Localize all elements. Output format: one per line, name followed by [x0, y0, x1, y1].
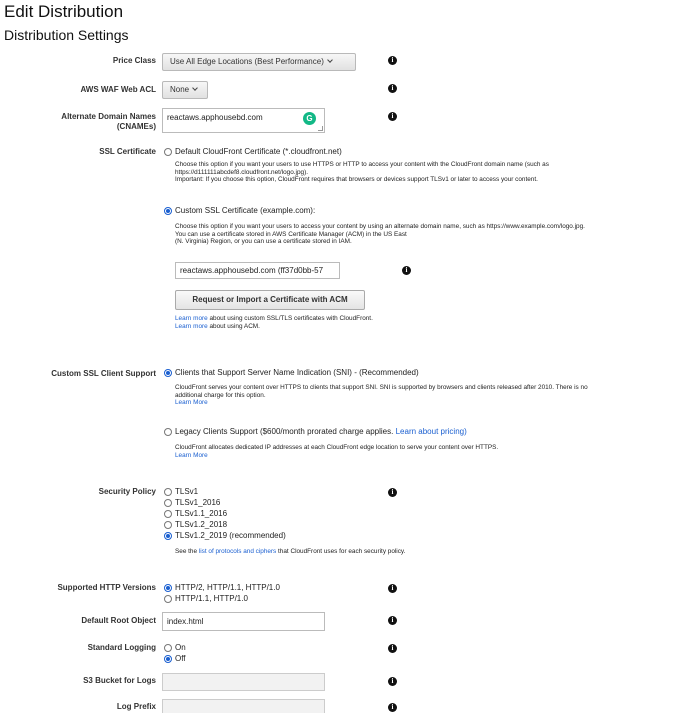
logging-off-label[interactable]: Off [175, 654, 186, 663]
info-icon[interactable]: i [388, 112, 397, 121]
ssl-default-radio[interactable] [164, 148, 172, 156]
cnames-value: reactaws.apphousebd.com [167, 113, 263, 122]
security-policy-note [175, 548, 575, 556]
ssl-custom-radio[interactable] [164, 207, 172, 215]
tlsv1-1-2016-radio[interactable] [164, 510, 172, 518]
sni-label[interactable]: Clients that Support Server Name Indication (SNI) - (Recommended) [175, 368, 419, 377]
ssl-default-label[interactable]: Default CloudFront Certificate (*.cloudfront.net) [175, 147, 342, 156]
waf-value: None [170, 85, 190, 94]
chevron-down-icon [192, 85, 198, 91]
certificate-value: reactaws.apphousebd.com (ff37d0bb-57 [180, 266, 324, 275]
ssl-custom-desc-line3: (N. Virginia) Region, or you can use a certificate stored in IAM. [175, 238, 352, 246]
ssl-default-desc-line2: https://d111111abcdef8.cloudfront.net/logo.jpg). [175, 168, 308, 176]
cnames-label [0, 112, 156, 132]
root-object-input[interactable] [162, 612, 325, 631]
resize-handle-icon[interactable] [318, 126, 323, 131]
root-object-label: Default Root Object [81, 616, 156, 625]
http11-radio[interactable] [164, 595, 172, 603]
sni-radio[interactable] [164, 369, 172, 377]
learn-more-ssl-text: about using custom SSL/TLS certificates with CloudFront. [207, 315, 373, 322]
tlsv1-2016-label[interactable]: TLSv1_2016 [175, 498, 221, 507]
tlsv1-2016-radio[interactable] [164, 499, 172, 507]
client-support-label: Custom SSL Client Support [51, 369, 156, 378]
cnames-label-line1: Alternate Domain Names [61, 112, 156, 121]
legacy-clients-radio[interactable] [164, 428, 172, 436]
logging-off-radio[interactable] [164, 655, 172, 663]
learn-more-ssl-link[interactable]: Learn more [175, 315, 208, 322]
http-versions-label: Supported HTTP Versions [57, 583, 156, 592]
info-icon[interactable]: i [388, 56, 397, 65]
price-class-label: Price Class [112, 56, 156, 65]
price-class-select[interactable] [162, 53, 356, 71]
legacy-learn-more-link[interactable]: Learn More [175, 451, 208, 459]
security-policy-label: Security Policy [98, 487, 156, 496]
info-icon[interactable]: i [388, 703, 397, 712]
ssl-custom-description [175, 223, 675, 246]
info-icon[interactable]: i [388, 616, 397, 625]
legacy-desc-line1: CloudFront allocates dedicated IP addresses at each CloudFront edge location to serve your content over HTTPS. [175, 444, 499, 451]
sni-description [175, 384, 685, 407]
sni-learn-more-link[interactable]: Learn More [175, 399, 208, 407]
ssl-default-desc-line1: Choose this option if you want your users to use HTTPS or HTTP to access your content with the CloudFront domain name (such as [175, 161, 549, 168]
ssl-custom-label[interactable]: Custom SSL Certificate (example.com): [175, 206, 316, 215]
waf-select[interactable] [162, 81, 208, 99]
info-icon[interactable]: i [388, 677, 397, 686]
chevron-down-icon [327, 57, 333, 63]
legacy-clients-row [175, 427, 467, 437]
ssl-default-description [175, 161, 675, 184]
info-icon[interactable]: i [388, 84, 397, 93]
tlsv1-2-2019-radio[interactable] [164, 532, 172, 540]
ssl-custom-desc-line2: You can use a certificate stored in AWS Certificate Manager (ACM) in the US East [175, 230, 407, 238]
certificate-input[interactable] [175, 262, 340, 279]
info-icon[interactable]: i [388, 644, 397, 653]
grammarly-icon[interactable]: G [303, 112, 316, 125]
tlsv1-2-2018-label[interactable]: TLSv1.2_2018 [175, 520, 228, 529]
section-title: Distribution Settings [4, 27, 129, 43]
ssl-default-desc-line3: Important: If you choose this option, CloudFront requires that browsers or devices support TLSv1 or later to access your content. [175, 176, 538, 184]
info-icon[interactable]: i [388, 488, 397, 497]
s3-bucket-label: S3 Bucket for Logs [83, 676, 156, 685]
cnames-label-line2: (CNAMEs) [116, 122, 156, 131]
page-title: Edit Distribution [4, 2, 124, 21]
request-certificate-button[interactable]: Request or Import a Certificate with ACM [175, 290, 365, 310]
log-prefix-label: Log Prefix [116, 702, 156, 711]
http2-label[interactable]: HTTP/2, HTTP/1.1, HTTP/1.0 [175, 583, 280, 592]
sni-desc-line2: additional charge for this option. [175, 391, 266, 399]
info-icon[interactable]: i [388, 584, 397, 593]
price-class-value: Use All Edge Locations (Best Performance) [170, 57, 324, 66]
tlsv1-radio[interactable] [164, 488, 172, 496]
learn-more-acm-link[interactable]: Learn more [175, 322, 208, 330]
see-text-post: that CloudFront uses for each security policy. [276, 548, 406, 555]
learn-more-acm-text: about using ACM. [207, 322, 260, 330]
log-prefix-input[interactable] [162, 699, 325, 713]
logging-on-radio[interactable] [164, 644, 172, 652]
info-icon[interactable]: i [402, 266, 411, 275]
legacy-description [175, 444, 685, 459]
http2-radio[interactable] [164, 584, 172, 592]
logging-label: Standard Logging [87, 643, 156, 652]
tlsv1-2-2019-label[interactable]: TLSv1.2_2019 (recommended) [175, 531, 286, 540]
s3-bucket-input[interactable] [162, 673, 325, 691]
root-object-value: index.html [167, 617, 204, 626]
waf-label: AWS WAF Web ACL [80, 85, 156, 94]
legacy-clients-label[interactable]: Legacy Clients Support ($600/month prorated charge applies. [175, 427, 394, 436]
ssl-learn-more [175, 315, 575, 330]
pricing-link[interactable]: Learn about pricing) [395, 427, 467, 436]
tlsv1-2-2018-radio[interactable] [164, 521, 172, 529]
protocols-ciphers-link[interactable]: list of protocols and ciphers [198, 548, 277, 555]
http11-label[interactable]: HTTP/1.1, HTTP/1.0 [175, 594, 248, 603]
ssl-custom-desc-line1: Choose this option if you want your users to access your content by using an alternate domain name, such as https://www.example.com/logo.jpg. [175, 223, 585, 230]
tlsv1-1-2016-label[interactable]: TLSv1.1_2016 [175, 509, 228, 518]
ssl-label: SSL Certificate [99, 147, 156, 156]
see-text-pre: See the [175, 548, 199, 555]
cnames-textarea[interactable] [162, 108, 325, 133]
sni-desc-line1: CloudFront serves your content over HTTPS to clients that support SNI. SNI is supported by browsers and clients released after 2010. There is no [175, 384, 588, 391]
tlsv1-label[interactable]: TLSv1 [175, 487, 199, 496]
logging-on-label[interactable]: On [175, 643, 186, 652]
